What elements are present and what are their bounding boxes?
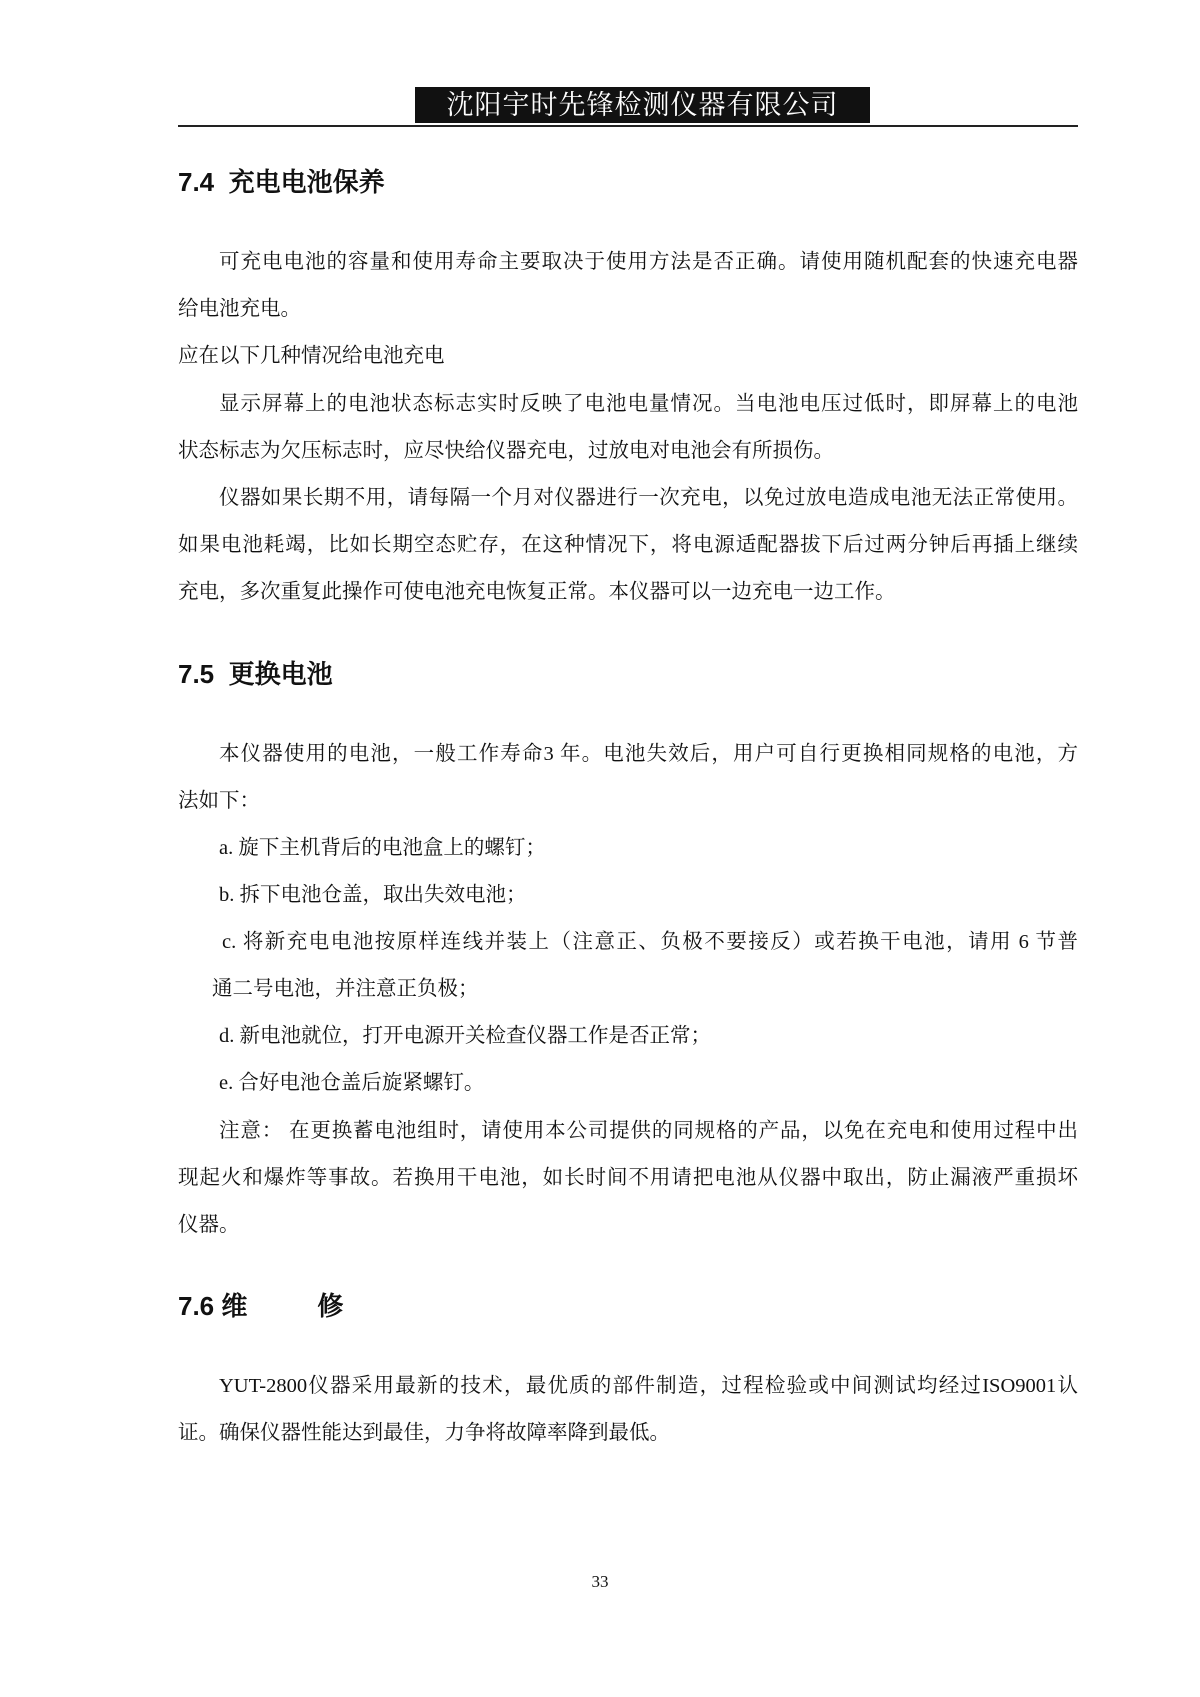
paragraph-note xyxy=(178,1108,1078,1249)
text-line: 仪器如果长期不用，请每隔一个月对仪器进行一次充电，以免过放电造成电池无法正常使用。 xyxy=(219,487,1078,509)
section-number: 7.6 xyxy=(178,1291,215,1321)
section-number: 7.5 xyxy=(178,659,215,689)
company-header-banner: 沈阳宇时先锋检测仪器有限公司 xyxy=(415,87,870,123)
text-line: YUT-2800仪器采用最新的技术，最优质的部件制造，过程检验或中间测试均经过ISO9001认 xyxy=(219,1375,1078,1397)
text-line: 显示屏幕上的电池状态标志实时反映了电池电量情况。当电池电压过低时，即屏幕上的电池 xyxy=(219,393,1078,415)
paragraph-maintenance xyxy=(178,1363,1078,1457)
replace-steps-list xyxy=(178,825,1078,1107)
text-line: 现起火和爆炸等事故。若换用干电池，如长时间不用请把电池从仪器中取出，防止漏液严重损坏 xyxy=(178,1167,1078,1189)
section-heading-7-5 xyxy=(178,657,333,691)
text-line: 证。确保仪器性能达到最佳，力争将故障率降到最低。 xyxy=(178,1422,670,1444)
section-number: 7.4 xyxy=(178,167,215,197)
text-line: 仪器。 xyxy=(178,1214,240,1236)
paragraph-long-storage xyxy=(178,475,1078,616)
section-heading-7-4 xyxy=(178,165,385,199)
paragraph-when-charge xyxy=(178,333,1078,380)
section-heading-7-6 xyxy=(178,1289,343,1323)
section-title: 充电电池保养 xyxy=(228,167,385,197)
list-item: 通二号电池，并注意正负极； xyxy=(212,978,479,1000)
list-item: b. 拆下电池仓盖，取出失效电池； xyxy=(219,884,527,906)
page-number: 33 xyxy=(591,1572,609,1591)
text-line: 充电，多次重复此操作可使电池充电恢复正常。本仪器可以一边充电一边工作。 xyxy=(178,581,896,603)
section-title-part: 维 xyxy=(221,1291,248,1321)
text-line: 注意： 在更换蓄电池组时，请使用本公司提供的同规格的产品，以免在充电和使用过程中出 xyxy=(219,1120,1078,1142)
text-line: 状态标志为欠压标志时，应尽快给仪器充电，过放电对电池会有所损伤。 xyxy=(178,440,834,462)
text-line: 可充电电池的容量和使用寿命主要取决于使用方法是否正确。请使用随机配套的快速充电器 xyxy=(219,251,1078,273)
text-line: 给电池充电。 xyxy=(178,298,301,320)
text-line: 应在以下几种情况给电池充电 xyxy=(178,345,445,367)
section-title-part: 修 xyxy=(317,1291,344,1321)
list-item: c. 将新充电电池按原样连线并装上（注意正、负极不要接反）或若换干电池，请用 6 节普 xyxy=(222,931,1078,953)
text-line: 如果电池耗竭，比如长期空态贮存，在这种情况下，将电源适配器拔下后过两分钟后再插上继续 xyxy=(178,534,1078,556)
paragraph-charger xyxy=(178,239,1078,333)
text-line: 本仪器使用的电池，一般工作寿命3 年。电池失效后，用户可自行更换相同规格的电池，方 xyxy=(219,743,1078,765)
paragraph-battery-status xyxy=(178,381,1078,475)
paragraph-replace-intro xyxy=(178,731,1078,825)
header-rule xyxy=(178,125,1078,127)
list-item: a. 旋下主机背后的电池盒上的螺钉； xyxy=(219,837,546,859)
list-item: d. 新电池就位，打开电源开关检查仪器工作是否正常； xyxy=(219,1025,711,1047)
list-item: e. 合好电池仓盖后旋紧螺钉。 xyxy=(219,1072,485,1094)
section-title: 更换电池 xyxy=(228,659,333,689)
text-line: 法如下： xyxy=(178,790,260,812)
